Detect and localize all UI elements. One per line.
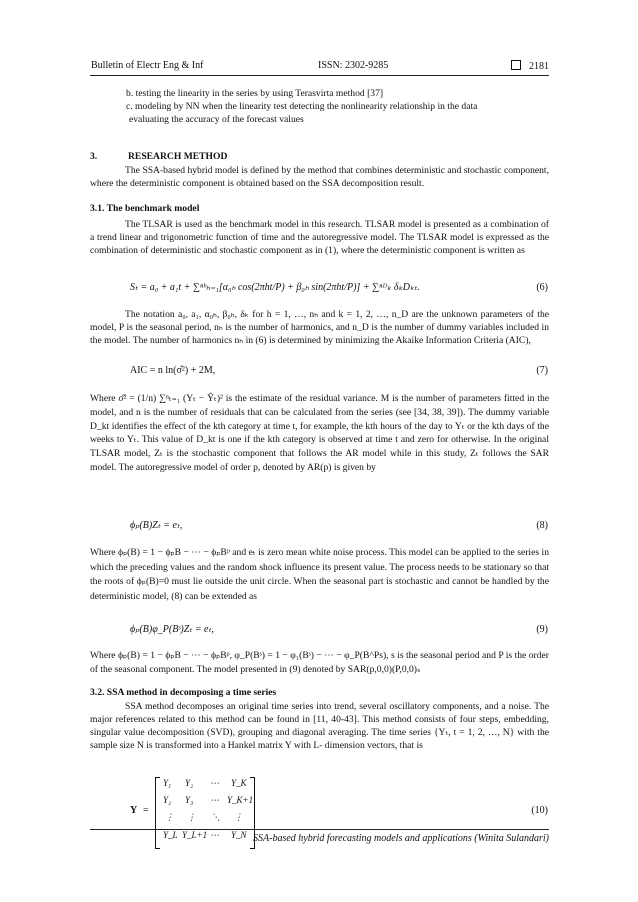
paragraph-ssa: SSA method decomposes an original time series into trend, several oscillatory components, and a noise. The major references related to this method can be found in [11, 40-43]. This method consists of four steps, embedding, singular value decomposition (SVD), grouping and diagonal averaging. The time series {Yₜ, t = 1, 2, …, N} with the sample size N is transformed into a Hankel matrix Y with L- dimension vectors, that is <box>90 701 549 751</box>
matrix-cell: ⋯ <box>210 795 219 805</box>
matrix-cell: Y_L+1 <box>182 830 208 840</box>
paragraph-notation: The notation a₀, a₁, α₀ₕ, β₀ₕ, δₖ for h = 1, …, nₕ and k = 1, 2, …, n_D are the unknown parameters of the model, P is the seasonal period, nₕ is the number of harmonics, and n_D is the number of dummy variables included in the model. The number of harmonics nₕ in (6) is determined by minimizing the Akaike Information Criteria (AIC), <box>90 309 549 346</box>
matrix-cell: ⋮ <box>234 812 243 822</box>
matrix-cell: Y₂ <box>185 778 194 788</box>
matrix-cell: ⋮ <box>165 812 174 822</box>
paragraph-benchmark: The TLSAR is used as the benchmark model in this research. TLSAR model is presented as a combination of a trend linear and trigonometric function of time and the autoregressive model. The TLSAR model is expressed as the combination of deterministic and stochastic component as in (1), where the deterministic component is written as <box>90 219 549 256</box>
list-item-c: c. modeling by NN when the linearity test detecting the nonlinearity relationship in the data <box>126 101 478 112</box>
equation-number-9: (9) <box>536 624 548 635</box>
equation-6: Sₜ = a₀ + a₁t + ∑ⁿʰₕ₌₁[α₀ₕ cos(2πht/P) + β₀ₕ sin(2πht/P)] + ∑ⁿᴰₖ δₖDₖₜ. <box>130 282 420 293</box>
equation-9: ϕₚ(B)φ_P(Bˢ)Zₜ = eₜ, <box>130 624 214 635</box>
equation-number-6: (6) <box>536 282 548 293</box>
matrix-left-bracket <box>155 777 160 849</box>
matrix-cell: Y₃ <box>185 795 194 805</box>
running-header <box>91 60 549 74</box>
page-number: 2181 <box>529 61 549 72</box>
matrix-label: Y <box>130 805 138 816</box>
paragraph-seasonal: Where ϕₚ(B) = 1 − ϕₚB − ⋯ − ϕₚBᵖ, φ_P(Bˢ) = 1 − φ₁(Bˢ) − ⋯ − φ_P(B^Ps), s is the seasonal period and P is the order of the seasonal component. The model presented in (9) denoted by SAR(p,0,0)(P,0,0)ₛ <box>90 650 549 675</box>
matrix-cell: Y_L <box>163 830 178 840</box>
paragraph-intro: The SSA-based hybrid model is defined by the method that combines deterministic and stochastic component, where the deterministic component is obtained based on the SSA decomposition result. <box>90 165 549 189</box>
list-item-b: b. testing the linearity in the series by using Terasvirta method [37] <box>126 88 384 99</box>
matrix-cell: Y₂ <box>163 795 172 805</box>
section-number: 3. <box>90 151 98 162</box>
journal-name: Bulletin of Electr Eng & Inf <box>91 60 204 71</box>
hankel-matrix-equation <box>130 775 270 851</box>
running-footer: SSA-based hybrid forecasting models and applications (Winita Sulandari) <box>253 833 549 844</box>
header-rule <box>90 75 549 76</box>
page-number-group <box>511 60 549 72</box>
matrix-cell: ⋯ <box>210 830 219 840</box>
issn: ISSN: 2302-9285 <box>318 60 389 71</box>
matrix-equals: = <box>143 805 149 816</box>
equation-number-8: (8) <box>536 520 548 531</box>
section-heading-3 <box>90 151 227 162</box>
subsection-heading-3-1: 3.1. The benchmark model <box>90 203 200 214</box>
paragraph-ar-model: Where ϕₚ(B) = 1 − ϕₚB − ⋯ − ϕₚBᵖ and eₜ is zero mean white noise process. This model can be applied to the series in which the preceding values and the random shock influence its present value. The process needs to be stationary so that the roots of ϕₚ(B)=0 must lie outside the unit circle. When the seasonal part is stochastic and cannot be handled by the deterministic model, (8) can be extended as <box>90 547 549 602</box>
equation-number-10: (10) <box>531 805 548 816</box>
checkbox-icon <box>511 60 521 70</box>
matrix-cell: ⋱ <box>211 812 220 822</box>
matrix-cell: Y₁ <box>163 778 172 788</box>
equation-number-7: (7) <box>536 365 548 376</box>
subsection-heading-3-2: 3.2. SSA method in decomposing a time series <box>90 687 277 698</box>
footer-rule <box>90 829 549 830</box>
matrix-cell: ⋯ <box>210 778 219 788</box>
equation-8: ϕₚ(B)Zₜ = eₜ, <box>130 520 183 531</box>
paragraph-residual-variance: Where σ̂² = (1/n) ∑ⁿₜ₌₁ (Yₜ − Ŷₜ)² is the estimate of the residual variance. M is the number of parameters fitted in the model, and n is the number of residuals that can be calculated from the series (see [34, 38, 39]). The dummy variable D_kt identifies the effect of the kth category at time t, for example, the kth hours of the day to Yₜ or the kth days of the weeks to Yₜ. This value of D_kt is one if the kth category is observed at time t and zero for otherwise. In the original TLSAR model, Zₜ is the stochastic component that follows the AR model while in this study, Zₜ follows the SAR model. The autoregressive model of order p, denoted by AR(p) is given by <box>90 393 549 473</box>
matrix-cell: Y_K+1 <box>227 795 254 805</box>
matrix-cell: ⋮ <box>187 812 196 822</box>
section-title: RESEARCH METHOD <box>128 151 228 162</box>
list-item-c-continuation: evaluating the accuracy of the forecast values <box>129 114 304 125</box>
equation-7: AIC = n ln(σ̂²) + 2M, <box>130 365 216 376</box>
matrix-cell: Y_N <box>231 830 247 840</box>
matrix-cell: Y_K <box>231 778 247 788</box>
